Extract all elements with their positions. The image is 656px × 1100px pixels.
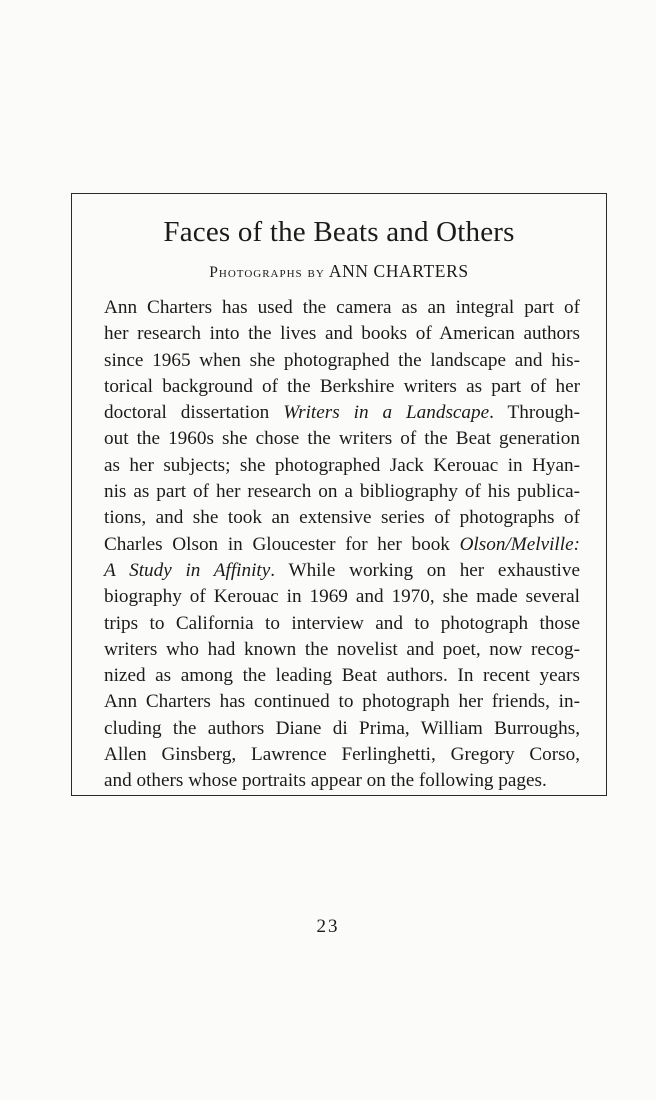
body-line: cluding the authors Diane di Prima, William Burroughs, <box>104 717 580 739</box>
body-line: tions, and she took an extensive series of photographs of <box>104 507 580 529</box>
body-line: out the 1960s she chose the writers of the Beat generation <box>104 428 580 450</box>
page-number: 23 <box>316 916 340 937</box>
body-line: and others whose portraits appear on the following pages. <box>104 770 547 792</box>
byline-prefix: Photographs by <box>209 264 325 281</box>
byline-author: ANN CHARTERS <box>328 261 469 281</box>
body-line: torical background of the Berkshire writers as part of her <box>104 375 580 397</box>
body-line: biography of Kerouac in 1969 and 1970, she made several <box>104 586 580 608</box>
body-line: A Study in Affinity. While working on her exhaustive <box>104 559 580 581</box>
body-line: Charles Olson in Gloucester for her book Olson/Melville: <box>104 533 580 555</box>
body-line: Ann Charters has continued to photograph her friends, in- <box>104 691 580 713</box>
body-line: trips to California to interview and to photograph those <box>104 612 580 634</box>
body-line: nis as part of her research on a bibliography of his publica- <box>104 481 580 503</box>
text-frame <box>71 193 607 796</box>
body-line: her research into the lives and books of American authors <box>104 323 580 345</box>
body-line: writers who had known the novelist and poet, now recog- <box>104 638 580 660</box>
body-line: since 1965 when she photographed the landscape and his- <box>104 349 580 371</box>
body-line: as her subjects; she photographed Jack Kerouac in Hyan- <box>104 454 580 476</box>
body-line: nized as among the leading Beat authors. In recent years <box>104 665 580 687</box>
body-line: Allen Ginsberg, Lawrence Ferlinghetti, Gregory Corso, <box>104 744 580 766</box>
body-text <box>104 295 580 795</box>
page-title: Faces of the Beats and Others <box>163 216 515 248</box>
byline <box>72 261 606 282</box>
body-line: Ann Charters has used the camera as an integral part of <box>104 297 580 318</box>
body-line: doctoral dissertation Writers in a Landscape. Through- <box>104 402 580 424</box>
